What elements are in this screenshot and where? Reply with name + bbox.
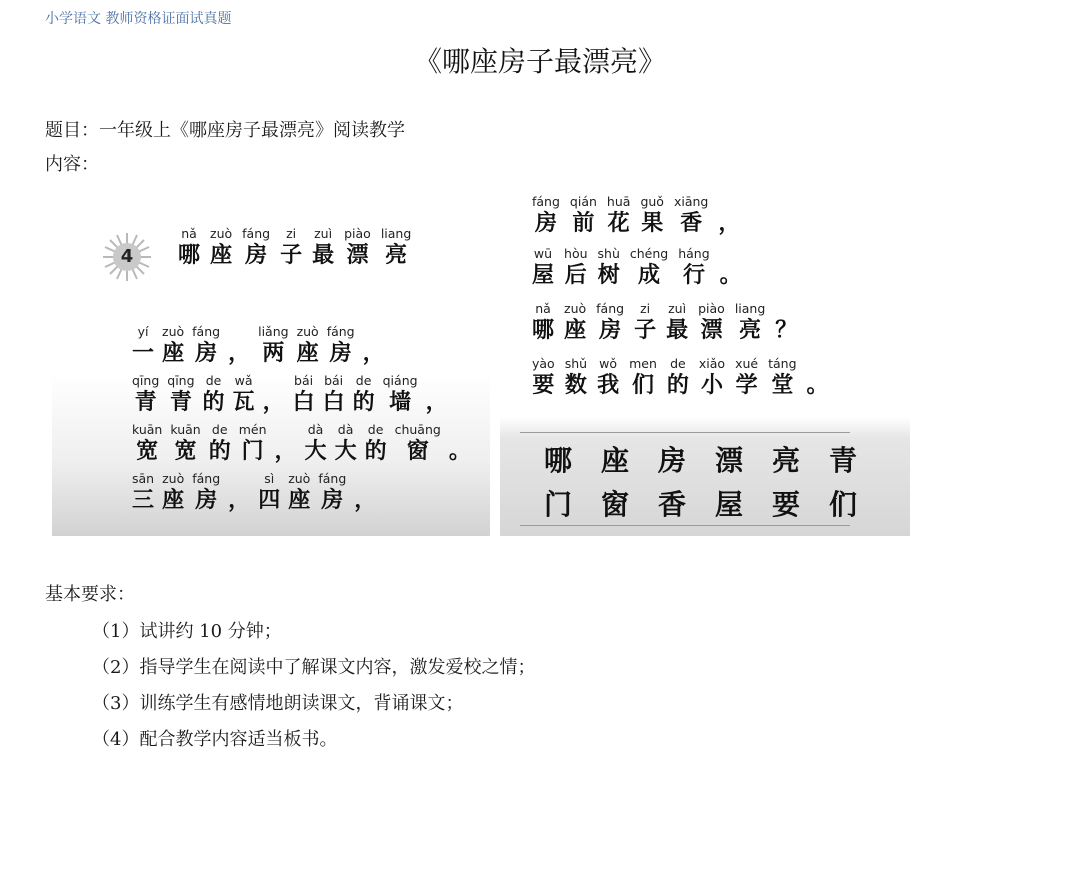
hanzi: 房 — [195, 341, 218, 366]
content-label: 内容： — [45, 154, 99, 175]
pinyin-character — [132, 422, 162, 466]
hanzi: 座 — [564, 318, 587, 343]
hanzi: 成 — [638, 263, 661, 288]
poem-line — [132, 373, 448, 417]
hanzi: 花 — [607, 211, 630, 236]
pinyin-character — [395, 422, 441, 466]
pinyin-character — [353, 373, 375, 417]
pinyin: kuān — [170, 422, 201, 437]
pinyin-character — [192, 324, 220, 368]
pinyin: táng — [768, 356, 797, 371]
hanzi: 前 — [572, 211, 595, 236]
hanzi: 学 — [735, 373, 758, 398]
hanzi: 的 — [666, 373, 689, 398]
pinyin: sì — [264, 471, 275, 486]
punctuation: 。 — [806, 373, 829, 398]
hanzi: 座 — [210, 243, 233, 268]
requirements-label: 基本要求： — [45, 584, 135, 605]
hanzi: 子 — [280, 243, 303, 268]
pinyin-character — [209, 422, 231, 466]
pinyin-character — [699, 356, 725, 400]
pinyin-character — [335, 422, 357, 466]
pinyin: nǎ — [535, 301, 551, 316]
pinyin: men — [629, 356, 657, 371]
pinyin-character — [344, 226, 371, 270]
pinyin: de — [205, 373, 222, 388]
hanzi: 墙 — [389, 390, 412, 415]
pinyin-character — [678, 246, 709, 290]
pinyin-character — [629, 356, 657, 400]
hanzi: 房 — [195, 488, 218, 513]
hanzi: 宽 — [174, 439, 197, 464]
requirement-item: （4）配合教学内容适当板书。 — [92, 729, 338, 750]
new-character: 座 — [600, 444, 629, 477]
pinyin-character — [170, 422, 200, 466]
pinyin: piào — [344, 226, 371, 241]
hanzi: 的 — [202, 390, 225, 415]
requirement-item: （3）训练学生有感情地朗读课文，背诵课文； — [92, 693, 464, 714]
new-character: 屋 — [714, 488, 743, 521]
lesson-title-row — [178, 226, 411, 270]
pinyin-character — [607, 194, 631, 238]
pinyin-character — [323, 373, 345, 417]
pinyin-character — [312, 226, 334, 270]
hanzi: 子 — [634, 318, 657, 343]
pinyin-character — [532, 356, 555, 400]
hanzi: 漂 — [346, 243, 369, 268]
new-character: 哪 — [543, 444, 572, 477]
new-character: 窗 — [600, 488, 629, 521]
pinyin-character — [203, 373, 225, 417]
hanzi: 房 — [245, 243, 268, 268]
pinyin: yí — [137, 324, 149, 339]
pinyin-character — [532, 301, 554, 345]
pinyin: bái — [324, 373, 344, 388]
pinyin-character — [239, 422, 267, 466]
pinyin: fáng — [192, 324, 221, 339]
pinyin-character — [192, 471, 220, 515]
pinyin-character — [640, 194, 664, 238]
punctuation: ， — [425, 390, 448, 415]
hanzi: 数 — [564, 373, 587, 398]
pinyin: xiāng — [673, 194, 709, 209]
hanzi: 我 — [597, 373, 620, 398]
pinyin-character — [735, 356, 758, 400]
pinyin: de — [355, 373, 372, 388]
pinyin-character — [258, 471, 280, 515]
hanzi: 青 — [169, 390, 192, 415]
document-title: 《哪座房子最漂亮》 — [413, 45, 666, 78]
pinyin-character — [532, 194, 560, 238]
hanzi: 树 — [597, 263, 620, 288]
poem-line — [132, 422, 471, 466]
hanzi: 白 — [322, 390, 345, 415]
hanzi: 大 — [334, 439, 357, 464]
pinyin: guǒ — [640, 194, 664, 209]
requirement-item: （1）试讲约 10 分钟； — [92, 621, 282, 642]
pinyin: xiǎo — [698, 356, 726, 371]
punctuation: ， — [228, 341, 251, 366]
pinyin-character — [242, 226, 270, 270]
pinyin: shǔ — [564, 356, 588, 371]
hanzi: 亮 — [385, 243, 408, 268]
hanzi: 最 — [666, 318, 689, 343]
hanzi: 哪 — [532, 318, 555, 343]
hanzi: 两 — [262, 341, 285, 366]
pinyin: háng — [678, 246, 710, 261]
pinyin: huā — [606, 194, 631, 209]
pinyin: piào — [698, 301, 725, 316]
hanzi: 行 — [682, 263, 705, 288]
pinyin: xué — [735, 356, 759, 371]
pinyin-character — [162, 471, 184, 515]
pinyin: de — [211, 422, 228, 437]
hanzi: 白 — [292, 390, 315, 415]
hanzi: 青 — [134, 390, 157, 415]
pinyin-character — [288, 471, 310, 515]
pinyin: hòu — [564, 246, 588, 261]
hanzi: 房 — [534, 211, 557, 236]
pinyin-character — [698, 301, 725, 345]
punctuation: 。 — [719, 263, 742, 288]
pinyin: zuò — [564, 301, 587, 316]
hanzi: 亮 — [739, 318, 762, 343]
pinyin-character — [564, 246, 588, 290]
pinyin: shù — [597, 246, 620, 261]
textbook-scan-right — [500, 186, 910, 536]
pinyin-character — [305, 422, 327, 466]
new-character: 房 — [657, 444, 686, 477]
pinyin: chuāng — [394, 422, 441, 437]
lesson-number-badge — [102, 232, 152, 282]
hanzi: 漂 — [700, 318, 723, 343]
new-character: 要 — [771, 488, 800, 521]
character-row — [542, 439, 859, 479]
pinyin-character — [666, 301, 688, 345]
pinyin-character — [735, 301, 765, 345]
hanzi: 三 — [132, 488, 155, 513]
pinyin-character — [596, 301, 624, 345]
pinyin-character — [667, 356, 689, 400]
poem-line — [532, 356, 829, 400]
hanzi: 屋 — [532, 263, 555, 288]
pinyin-character — [132, 324, 154, 368]
new-character: 门 — [543, 488, 572, 521]
poem-line — [532, 194, 740, 238]
pinyin-character — [768, 356, 796, 400]
character-row — [542, 483, 859, 523]
pinyin: chéng — [629, 246, 669, 261]
pinyin: zi — [286, 226, 297, 241]
hanzi: 宽 — [136, 439, 159, 464]
hanzi: 座 — [162, 341, 185, 366]
pinyin: zuò — [162, 324, 185, 339]
pinyin: wǎ — [234, 373, 253, 388]
pinyin: zuò — [210, 226, 233, 241]
hanzi: 门 — [241, 439, 264, 464]
pinyin: fáng — [596, 301, 625, 316]
requirement-item: （2）指导学生在阅读中了解课文内容，激发爱校之情； — [92, 657, 536, 678]
pinyin: fáng — [192, 471, 221, 486]
hanzi: 一 — [132, 341, 155, 366]
hanzi: 的 — [208, 439, 231, 464]
new-characters-box — [520, 432, 857, 526]
pinyin-character — [634, 301, 656, 345]
punctuation: 。 — [448, 439, 471, 464]
poem-line — [532, 301, 797, 345]
pinyin: wū — [533, 246, 553, 261]
pinyin: liang — [380, 226, 412, 241]
hanzi: 们 — [631, 373, 654, 398]
hanzi: 后 — [564, 263, 587, 288]
punctuation: ， — [274, 439, 297, 464]
hanzi: 最 — [312, 243, 335, 268]
pinyin: fáng — [532, 194, 560, 209]
pinyin: liang — [734, 301, 766, 316]
pinyin: fáng — [242, 226, 271, 241]
pinyin: qīng — [167, 373, 195, 388]
pinyin: dà — [337, 422, 354, 437]
poem-line — [132, 471, 376, 515]
pinyin-character — [570, 194, 597, 238]
pinyin: zuò — [288, 471, 311, 486]
pinyin-character — [162, 324, 184, 368]
new-character: 亮 — [771, 444, 800, 477]
punctuation: ， — [718, 211, 741, 236]
hanzi: 四 — [258, 488, 281, 513]
pinyin-character — [327, 324, 355, 368]
pinyin-character — [297, 324, 319, 368]
pinyin-character — [630, 246, 668, 290]
pinyin-character — [383, 373, 418, 417]
hanzi: 的 — [364, 439, 387, 464]
pinyin: sān — [132, 471, 155, 486]
pinyin: dà — [307, 422, 324, 437]
hanzi: 座 — [288, 488, 311, 513]
new-character: 们 — [828, 488, 857, 521]
pinyin-character — [178, 226, 200, 270]
pinyin-character — [597, 356, 619, 400]
pinyin: zuò — [162, 471, 185, 486]
pinyin-character — [233, 373, 255, 417]
pinyin: qiáng — [382, 373, 418, 388]
pinyin: zuì — [668, 301, 687, 316]
pinyin: qián — [569, 194, 597, 209]
punctuation: ， — [228, 488, 251, 513]
pinyin-character — [564, 301, 586, 345]
pinyin-character — [674, 194, 708, 238]
punctuation: ， — [262, 390, 285, 415]
pinyin: mén — [238, 422, 267, 437]
hanzi: 房 — [321, 488, 344, 513]
pinyin: nǎ — [181, 226, 197, 241]
hanzi: 房 — [599, 318, 622, 343]
hanzi: 小 — [700, 373, 723, 398]
pinyin-character — [258, 324, 288, 368]
pinyin: liǎng — [258, 324, 289, 339]
hanzi: 堂 — [771, 373, 794, 398]
punctuation: ， — [354, 488, 377, 513]
pinyin: qīng — [132, 373, 160, 388]
pinyin: de — [670, 356, 686, 371]
lesson-number: 4 — [120, 246, 134, 267]
pinyin: bái — [294, 373, 314, 388]
hanzi: 的 — [352, 390, 375, 415]
hanzi: 座 — [162, 488, 185, 513]
new-character: 香 — [657, 488, 686, 521]
hanzi: 大 — [304, 439, 327, 464]
header-tag: 小学语文 教师资格证面试真题 — [45, 11, 232, 27]
pinyin-character — [318, 471, 346, 515]
hanzi: 要 — [532, 373, 555, 398]
pinyin-character — [280, 226, 302, 270]
topic-line: 题目：一年级上《哪座房子最漂亮》阅读教学 — [45, 120, 405, 141]
pinyin-character — [167, 373, 194, 417]
pinyin: fáng — [326, 324, 355, 339]
pinyin: zuò — [296, 324, 319, 339]
pinyin-character — [132, 471, 154, 515]
pinyin: wǒ — [599, 356, 618, 371]
hanzi: 房 — [329, 341, 352, 366]
hanzi: 果 — [641, 211, 664, 236]
new-character: 漂 — [714, 444, 743, 477]
pinyin: fáng — [318, 471, 347, 486]
punctuation: ， — [362, 341, 385, 366]
pinyin-character — [532, 246, 554, 290]
pinyin: de — [367, 422, 384, 437]
textbook-scan-left — [52, 196, 490, 536]
hanzi: 香 — [680, 211, 703, 236]
poem-line — [132, 324, 385, 368]
hanzi: 座 — [296, 341, 319, 366]
pinyin: kuān — [132, 422, 163, 437]
hanzi: 哪 — [178, 243, 201, 268]
pinyin-character — [598, 246, 620, 290]
new-character: 青 — [828, 444, 857, 477]
pinyin-character — [210, 226, 232, 270]
pinyin-character — [381, 226, 411, 270]
pinyin: yào — [532, 356, 555, 371]
pinyin: zuì — [314, 226, 333, 241]
poem-line — [532, 246, 742, 290]
pinyin: zi — [640, 301, 651, 316]
hanzi: 窗 — [406, 439, 429, 464]
punctuation: ？ — [775, 318, 798, 343]
pinyin-character — [365, 422, 387, 466]
pinyin-character — [132, 373, 159, 417]
pinyin-character — [293, 373, 315, 417]
hanzi: 瓦 — [232, 390, 255, 415]
pinyin-character — [565, 356, 587, 400]
